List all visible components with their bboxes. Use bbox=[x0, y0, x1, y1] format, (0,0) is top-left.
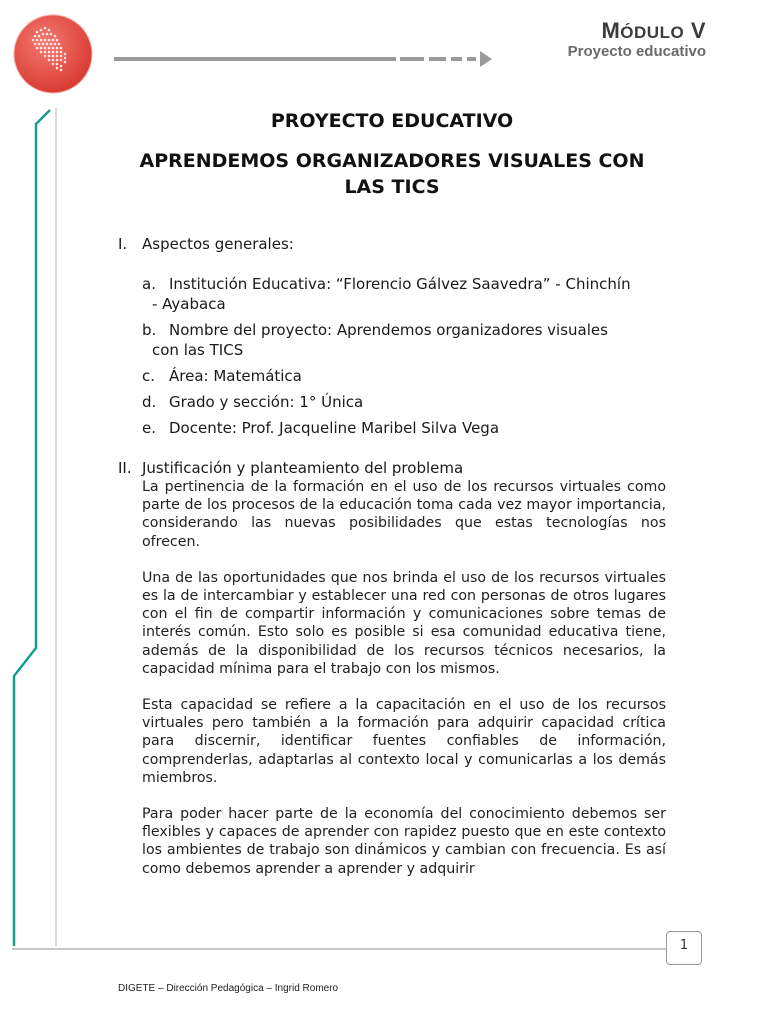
document-body bbox=[118, 108, 666, 878]
footer-credit: DIGETE – Dirección Pedagógica – Ingrid Romero bbox=[118, 983, 339, 994]
header-arrow-line bbox=[114, 50, 494, 70]
module-title: MÓDULO V bbox=[601, 18, 706, 43]
paragraph: Una de las oportunidades que nos brinda el uso de los recursos virtuales es la de intercambiar y establecer una red con personas de otros lugares con el fin de compartir información y comunicaciones sobre temas de interés común. Esto solo es posible si esa comunidad educativa tiene, además de la disponibilidad de los recursos técnicos necesarios, la capacidad mínima para el trabajo con los mismos. bbox=[142, 569, 666, 677]
project-title-line1: APRENDEMOS ORGANIZADORES VISUALES CON bbox=[139, 150, 645, 172]
page-number: 1 bbox=[666, 931, 702, 965]
general-aspects-list bbox=[142, 274, 666, 438]
paragraph: La pertinencia de la formación en el uso de los recursos virtuales como parte de los procesos de la educación toma cada vez mayor importancia, considerando las nuevas posibilidades que estas tecnologías nos ofrecen. bbox=[142, 479, 666, 550]
list-item: d. Grado y sección: 1° Única bbox=[142, 393, 364, 411]
section-2-heading bbox=[118, 458, 666, 478]
project-title bbox=[118, 148, 666, 200]
section-2-title: Justificación y planteamiento del problema bbox=[142, 459, 464, 477]
list-item: b. Nombre del proyecto: Aprendemos organizadores visuales con las TICS bbox=[142, 321, 608, 359]
peru-map-logo bbox=[13, 14, 93, 94]
bottom-rule bbox=[12, 946, 712, 956]
list-item: a. Institución Educativa: “Florencio Gálvez Saavedra” - Chinchín - Ayabaca bbox=[142, 275, 631, 313]
paragraph: Esta capacidad se refiere a la capacitación en el uso de los recursos virtuales pero también a la formación para adquirir capacidad crítica para discernir, identificar fuentes confiables de información, comprenderlas, adaptarlas al contexto local y comunicarlas a los demás miembros. bbox=[142, 697, 666, 786]
left-border-decoration bbox=[0, 100, 70, 960]
section-1-title: Aspectos generales: bbox=[142, 235, 294, 253]
document-title: PROYECTO EDUCATIVO bbox=[270, 110, 514, 132]
list-item: c. Área: Matemática bbox=[142, 367, 302, 385]
section-1-heading bbox=[118, 234, 666, 254]
section-1-number: I. bbox=[118, 235, 128, 253]
section-2-number: II. bbox=[118, 459, 132, 477]
paragraph: Para poder hacer parte de la economía del conocimiento debemos ser flexibles y capaces de aprender con rapidez puesto que en este contexto los ambientes de trabajo son dinámicos y cambian con frecuencia. Es así como debemos aprender a aprender y adquirir bbox=[142, 806, 666, 877]
module-subtitle: Proyecto educativo bbox=[567, 43, 706, 60]
project-title-line2: LAS TICS bbox=[344, 176, 440, 198]
list-item: e. Docente: Prof. Jacqueline Maribel Silva Vega bbox=[142, 419, 500, 437]
